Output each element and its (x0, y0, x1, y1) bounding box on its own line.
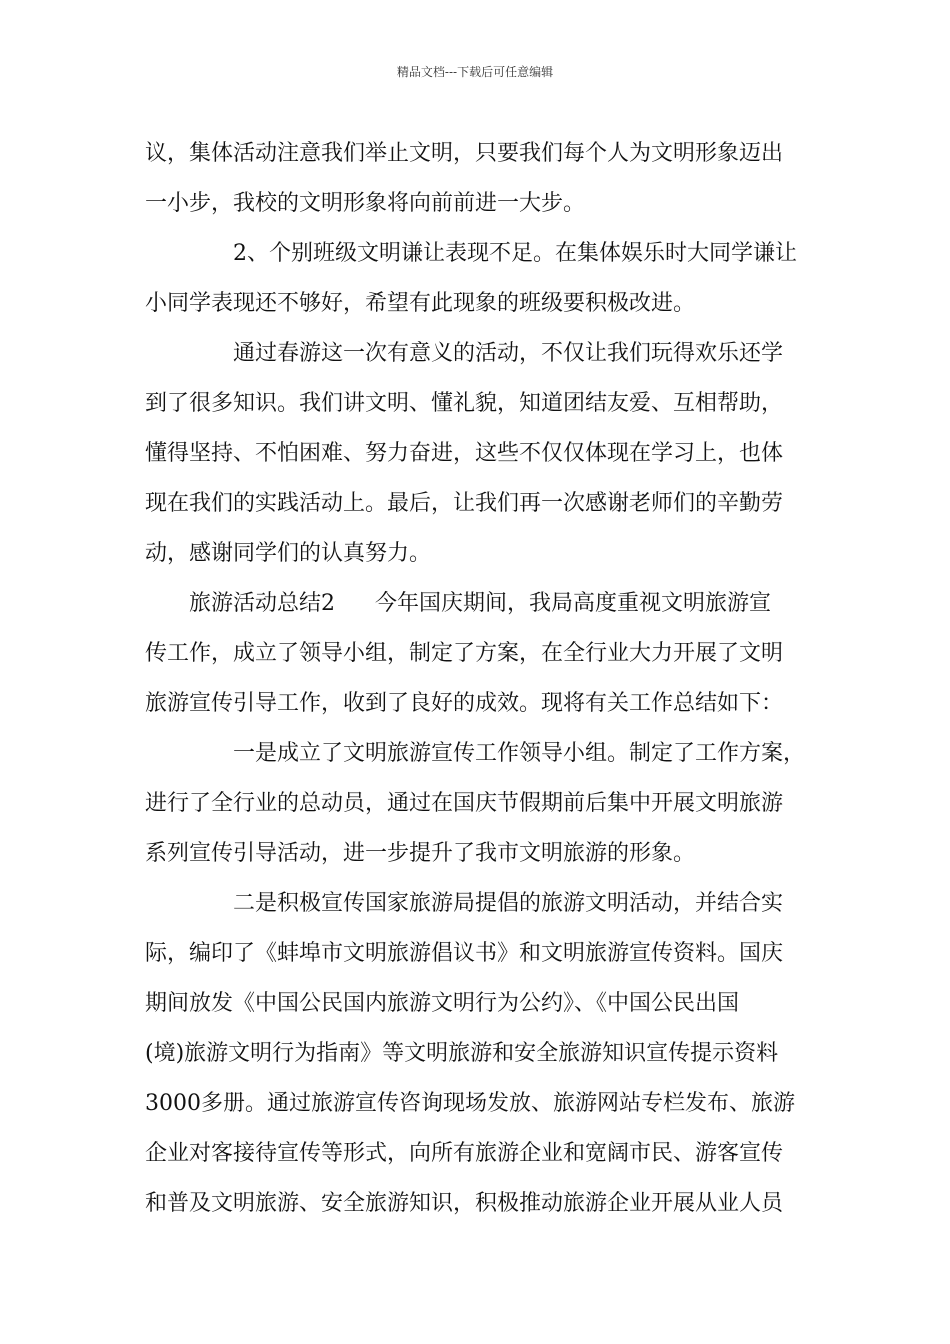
paragraph-3-line-5: 动，感谢同学们的认真努力。 (145, 541, 432, 566)
paragraph-4-line-1-rest: 今年国庆期间，我局高度重视文明旅游宣 (375, 591, 772, 616)
document-body (145, 129, 815, 1229)
paragraph-4-line-2: 传工作，成立了领导小组，制定了方案，在全行业大力开展了文明 (145, 641, 784, 666)
paragraph-1-line-1: 议，集体活动注意我们举止文明，只要我们每个人为文明形象迈出 (145, 141, 784, 166)
paragraph-5-line-1: 一是成立了文明旅游宣传工作领导小组。制定了工作方案， (233, 741, 806, 766)
section-heading: 旅游活动总结2 (189, 591, 335, 616)
paragraph-3-line-3: 懂得坚持、不怕困难、努力奋进，这些不仅仅体现在学习上，也体 (145, 441, 784, 466)
paragraph-3-line-1: 通过春游这一次有意义的活动，不仅让我们玩得欢乐还学 (233, 341, 784, 366)
paragraph-3-line-4: 现在我们的实践活动上。最后，让我们再一次感谢老师们的辛勤劳 (145, 491, 784, 516)
paragraph-6-line-4: (境)旅游文明行为指南》等文明旅游和安全旅游知识宣传提示资料 (145, 1041, 779, 1066)
paragraph-3-line-2: 到了很多知识。我们讲文明、懂礼貌，知道团结友爱、互相帮助， (145, 391, 784, 416)
paragraph-2-line-2: 小同学表现还不够好，希望有此现象的班级要积极改进。 (145, 291, 696, 316)
paragraph-6-line-7: 和普及文明旅游、安全旅游知识，积极推动旅游企业开展从业人员 (145, 1191, 784, 1216)
paragraph-6-line-1: 二是积极宣传国家旅游局提倡的旅游文明活动，并结合实 (233, 891, 784, 916)
paragraph-6-line-3: 期间放发《中国公民国内旅游文明行为公约》、《中国公民出国 (145, 991, 740, 1016)
paragraph-5-line-2: 进行了全行业的总动员，通过在国庆节假期前后集中开展文明旅游 (145, 791, 784, 816)
paragraph-5-line-3: 系列宣传引导活动，进一步提升了我市文明旅游的形象。 (145, 841, 696, 866)
paragraph-2-line-1: 2、个别班级文明谦让表现不足。在集体娱乐时大同学谦让 (233, 241, 797, 266)
paragraph-4-line-1 (145, 579, 815, 629)
page-header: 精品文档---下载后可任意编辑 (396, 65, 554, 79)
paragraph-4-line-3: 旅游宣传引导工作，收到了良好的成效。现将有关工作总结如下： (145, 691, 784, 716)
paragraph-6-line-5: 3000多册。通过旅游宣传咨询现场发放、旅游网站专栏发布、旅游 (145, 1091, 795, 1116)
paragraph-6-line-6: 企业对客接待宣传等形式，向所有旅游企业和宽阔市民、游客宣传 (145, 1141, 784, 1166)
paragraph-6-line-2: 际，编印了《蚌埠市文明旅游倡议书》和文明旅游宣传资料。国庆 (145, 941, 784, 966)
paragraph-1-line-2: 一小步，我校的文明形象将向前前进一大步。 (145, 191, 586, 216)
